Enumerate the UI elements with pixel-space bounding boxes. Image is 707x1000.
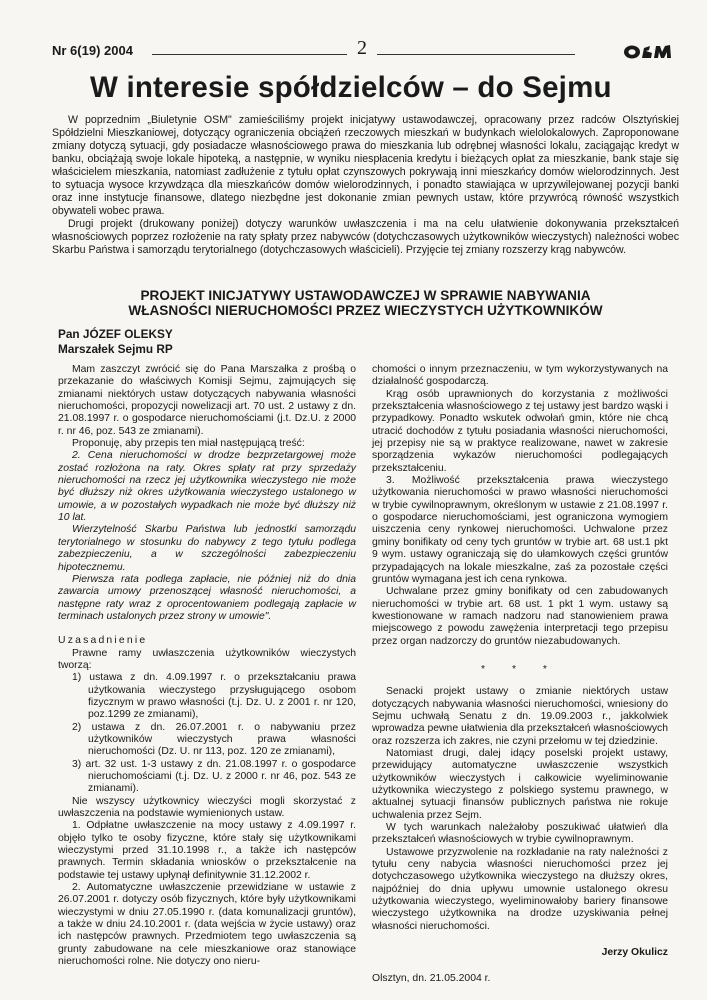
project-title bbox=[52, 288, 679, 318]
paragraph: chomości o innym przeznaczeniu, w tym wykorzystywanych na działalność gospodarczą. bbox=[372, 364, 668, 388]
quoted-paragraph: 2. Cena nieruchomości w drodze bezprzetargowej może zostać rozłożona na raty. Okres spłaty rat przy sprzedaży nieruchomości na rzecz jej użytkownika wieczystego nie może być dłuższy niż okres użytkowania wieczystego ustalonego w umowie, a w pozostałych wypadkach nie może być dłuższy niż 10 lat. bbox=[58, 450, 356, 524]
paragraph: Mam zaszczyt zwrócić się do Pana Marszałka z prośbą o przekazanie do właściwych Komisji Sejmu, zajmujących się zmianami niektórych ustaw dotyczących nabywania własności nieruchomości, propozycji nowelizacji art. 70 ust. 2 ustawy z dn. 21.08.1997 r. o gospodarce nieruchomościami (j.t. Dz.U. z 2000 r. nr 46, poz. 543 ze zmianami). bbox=[58, 364, 356, 437]
section-heading: Uzasadnienie bbox=[58, 635, 148, 647]
list-item: 1) ustawa z dn. 4.09.1997 r. o przekształcaniu prawa użytkowania wieczystego przysługującego osobom fizycznym w prawo własności (t.j. Dz. U. z 2001 r. nr 120, poz.1299 ze zmianami), bbox=[72, 672, 356, 721]
page-header bbox=[52, 37, 675, 62]
quoted-paragraph: Pierwsza rata podlega zapłacie, nie później niż do dnia zawarcia umowy przenoszącej własność nieruchomości, a następne raty wraz z oprocentowaniem podlegają zapłacie w terminach ustalonych przez strony w umowie". bbox=[58, 573, 356, 622]
project-title-line: WŁASNOŚCI NIERUCHOMOŚCI PRZEZ WIECZYSTYCH UŻYTKOWNIKÓW bbox=[128, 303, 603, 318]
paragraph: W tych warunkach należałoby poszukiwać ułatwień dla przekształceń własnościowych w trybie cywilnoprawnym. bbox=[372, 822, 668, 846]
addressee-office: Marszałek Sejmu RP bbox=[58, 342, 173, 356]
project-title-line: PROJEKT INICJATYWY USTAWODAWCZEJ W SPRAWIE NABYWANIA bbox=[140, 288, 591, 303]
paragraph: Krąg osób uprawnionych do korzystania z możliwości przekształcenia własnościowego z tej ustawy jest bardzo wąski i przypadkowy. Ponadto wskutek odwołań gmin, które nie chcą utracić dochodów z tytułu posiadania własności nieruchomości, jej przepisy nie są w praktyce realizowane, nawet w zakresie sporządzenia wykazów nieruchomości podlegających przekształceniu. bbox=[372, 388, 668, 474]
section-divider: * * * bbox=[481, 663, 559, 675]
paragraph: Ustawowe przyzwolenie na rozkładanie na raty należności z tytułu ceny nabycia własności nieruchomości przez jej dotychczasowego użytkownika wieczystego na dłuższy okres, najpóźniej do dnia upływu umownie ustalonego okresu użytkowania wieczystego, wyeliminowałoby bariery finansowe wieczystego użytkownika na drodze uzyskiwania pełnej własności nieruchomości. bbox=[372, 846, 668, 932]
osm-logo bbox=[623, 42, 673, 60]
article-title: W interesie spółdzielców – do Sejmu bbox=[90, 71, 612, 104]
intro-paragraph: Drugi projekt (drukowany poniżej) dotyczy warunków uwłaszczenia i ma na celu ułatwienie dokonywania przekształceń własnościowych poprzez rozłożenie na raty spłaty przez nabywców (dotychczasowych użytkowników wieczystych) należności wobec Skarbu Państwa i samorządu terytorialnego (dotychczasowych właścicieli). Przyjęcie tej zmiany rozszerzy krąg nabywców. bbox=[52, 218, 679, 256]
list-item: 3) art. 32 ust. 1-3 ustawy z dn. 21.08.1997 r. o gospodarce nieruchomościami (t.j. Dz. U. z 2000 r. nr 46, poz. 543 ze zmianami). bbox=[72, 758, 356, 795]
paragraph: 3. Możliwość przekształcenia prawa wieczystego użytkowania nieruchomości w prawo własności nieruchomości w trybie cywilnoprawnym, określonym w ustawie z 21.08.1997 r. o gospodarce nieruchomościami, jest ograniczona wymogiem uiszczenia ceny rynkowej nieruchomości. Uchwalone przez gminy bonifikaty od ceny tych gruntów w trybie art. 68 ust.1 pkt 9 wym. ustawy ograniczają się do ułamkowych części gruntów przypadających na lokale mieszkalne, zaś za pozostałe części gruntów wymagana jest ich cena rynkowa. bbox=[372, 475, 668, 585]
list-item: 2) ustawa z dn. 26.07.2001 r. o nabywaniu przez użytkowników wieczystych prawa własności nieruchomości (Dz. U. nr 113, poz. 120 ze zmianami), bbox=[72, 721, 356, 758]
paragraph: Natomiast drugi, dalej idący poselski projekt ustawy, przewidujący automatyczne uwłaszczenie wszystkich użytkowników wieczystych i całkowicie wyeliminowanie użytkownika wieczystego z polskiego systemu prawnego, w aktualnej sytuacji finansów publicznych państwa nie rokuje uchwalenia przez Sejm. bbox=[372, 747, 668, 821]
intro-section bbox=[52, 114, 679, 257]
place-date: Olsztyn, dn. 21.05.2004 r. bbox=[372, 973, 491, 985]
intro-paragraph: W poprzednim „Biuletynie OSM" zamieściliśmy projekt inicjatywy ustawodawczej, opracowany przez radców Olsztyńskiej Spółdzielni Mieszkaniowej, dotyczący ograniczenia obciążeń rzeczowych mieszkań w budynkach wielolokalowych. Zaproponowane zmiany dotyczą sytuacji, gdy posiadacze własnościowego prawa do mieszkania lub odrębnej własności lokalu, zaciągając kredyt w banku, obciążają swoje lokale hipoteką, a następnie, w wyniku niespłacenia kredytu i bieżących opłat za mieszkanie, bank staje się właścicielem mieszkania, natomiast zadłużenie z tytułu opłat czynszowych pokrywają inni mieszkańcy domów wielorodzinnych. Jest to sytuacja wysoce krzywdząca dla mieszkańców domów wielorodzinnych, i ponadto stawiająca w uprzywilejowanej pozycji banki oraz inne instytucje finansowe, dlatego niezbędne jest dokonanie zmian pewnych ustaw, które przywrócą równość wszystkich obywateli wobec prawa. bbox=[52, 114, 679, 217]
paragraph: Proponuję, aby przepis ten miał następującą treść: bbox=[72, 438, 305, 450]
paragraph: Nie wszyscy użytkownicy wieczyści mogli skorzystać z uwłaszczenia na podstawie wymienionych ustaw. bbox=[58, 795, 356, 820]
left-column bbox=[58, 364, 356, 969]
paragraph: 1. Odpłatne uwłaszczenie na mocy ustawy z 4.09.1997 r. objęło tylko te osoby fizyczne, które stały się użytkownikami wieczystymi przed 31.10.1998 r., a także ich następców prawnych. Termin składania wniosków o przekształcenie na podstawie tej ustawy upłynął definitywnie 31.12.2002 r. bbox=[58, 820, 356, 881]
signature: Jerzy Okulicz bbox=[601, 947, 668, 959]
paragraph: Prawne ramy uwłaszczenia użytkowników wieczystych tworzą: bbox=[58, 647, 356, 671]
paragraph: Senacki projekt ustawy o zmianie niektórych ustaw dotyczących nabywania własności nieruchomości, wniesiony do Sejmu uchwałą Senatu z dn. 19.09.2003 r., jakkolwiek wprowadza pewne ułatwienia dla przekształceń własnościowych oraz rozszerza ich zakres, nie czyni przełomu w tej dziedzinie. bbox=[372, 686, 668, 747]
addressee bbox=[58, 327, 173, 357]
right-column bbox=[372, 364, 668, 986]
page-number: 2 bbox=[347, 37, 377, 60]
addressee-name: Pan JÓZEF OLEKSY bbox=[58, 327, 173, 341]
paragraph: 2. Automatyczne uwłaszczenie przewidziane w ustawie z 26.07.2001 r. dotyczy osób fizycznych, które były użytkownikami wieczystymi w dniu 27.05.1990 r. (data komunalizacji gruntów), a także w dniu 24.10.2001 r. (data wejścia w życie ustawy) oraz ich następców prawnych. Przedmiotem tego uwłaszczenia są grunty zabudowane na cele mieszkaniowe oraz stanowiące nieruchomości rolne. Nie dotyczy ono nieru- bbox=[58, 882, 356, 968]
quoted-paragraph: Wierzytelność Skarbu Państwa lub jednostki samorządu terytorialnego w stosunku do nabywcy z tego tytułu podlega zabezpieczeniu, a w szczególności zabezpieczeniu hipotecznemu. bbox=[58, 524, 356, 573]
issue-number: Nr 6(19) 2004 bbox=[52, 43, 133, 58]
paragraph: Uchwalane przez gminy bonifikaty od cen zabudowanych nieruchomości w trybie art. 68 ust. 1 pkt 1 wym. ustawy są kwestionowane w ramach nadzoru nad stanowieniem prawa miejscowego z powodu zawężenia interpretacji tego przepisu przez organ nadzorczy do gruntów niezabudowanych. bbox=[372, 586, 668, 647]
